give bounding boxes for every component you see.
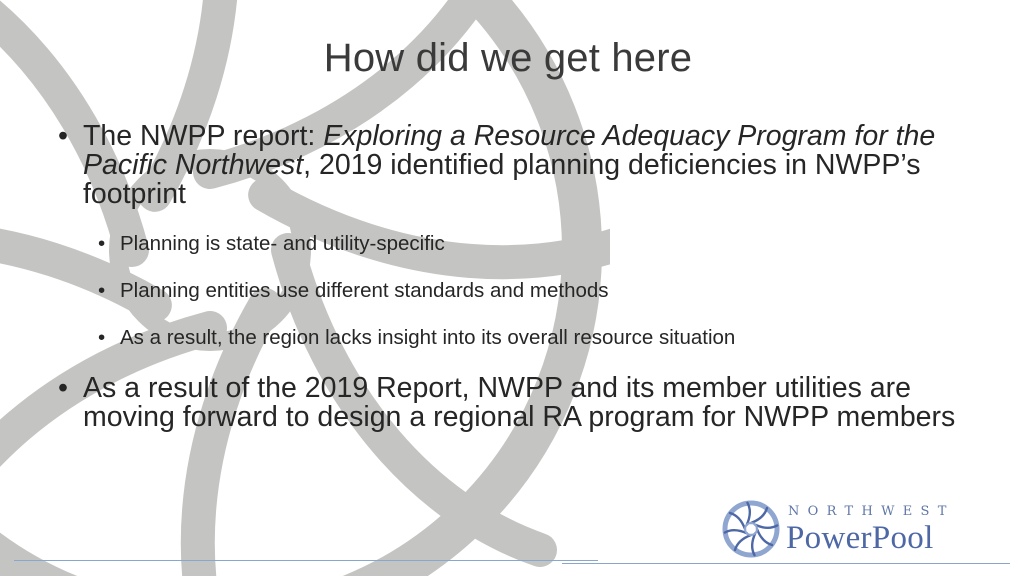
sub-bullet-text: Planning entities use different standards and methods xyxy=(120,279,609,302)
sub-bullet-item xyxy=(98,279,968,303)
sub-bullet-text: Planning is state- and utility-specific xyxy=(120,232,445,255)
bullet-text-prefix: The NWPP report: xyxy=(83,120,324,152)
sub-bullet-item xyxy=(98,326,968,350)
bullet-moving-forward xyxy=(58,374,968,432)
northwest-powerpool-logo xyxy=(722,500,962,560)
footer-rule-right xyxy=(562,563,1010,564)
footer-rule-left xyxy=(14,560,598,561)
content-body xyxy=(58,122,968,432)
bullet-marker: • xyxy=(58,120,68,152)
sub-bullet-list xyxy=(98,232,968,350)
sub-bullet-marker: • xyxy=(98,279,106,302)
sub-bullet-marker: • xyxy=(98,326,106,349)
sub-bullet-item xyxy=(98,232,968,256)
sub-bullet-text: As a result, the region lacks insight into its overall resource situation xyxy=(120,326,736,349)
sub-bullet-marker: • xyxy=(98,232,106,255)
slide-title: How did we get here xyxy=(323,36,693,80)
logo-powerpool-text: PowerPool xyxy=(786,520,934,556)
bullet-marker: • xyxy=(58,372,68,404)
bullet-text: As a result of the 2019 Report, NWPP and its member utilities are moving forward to design a regional RA program for NWPP members xyxy=(83,372,956,433)
bullet-text-suffix: , 2019 identified planning deficiencies in NWPP’s footprint xyxy=(83,149,921,210)
logo-northwest-text: NORTHWEST xyxy=(788,504,955,519)
bullet-nwpp-report xyxy=(58,122,968,209)
swirl-logo-icon xyxy=(722,500,780,558)
report-title: Exploring a Resource Adequacy Program for the Pacific Northwest xyxy=(83,120,936,181)
